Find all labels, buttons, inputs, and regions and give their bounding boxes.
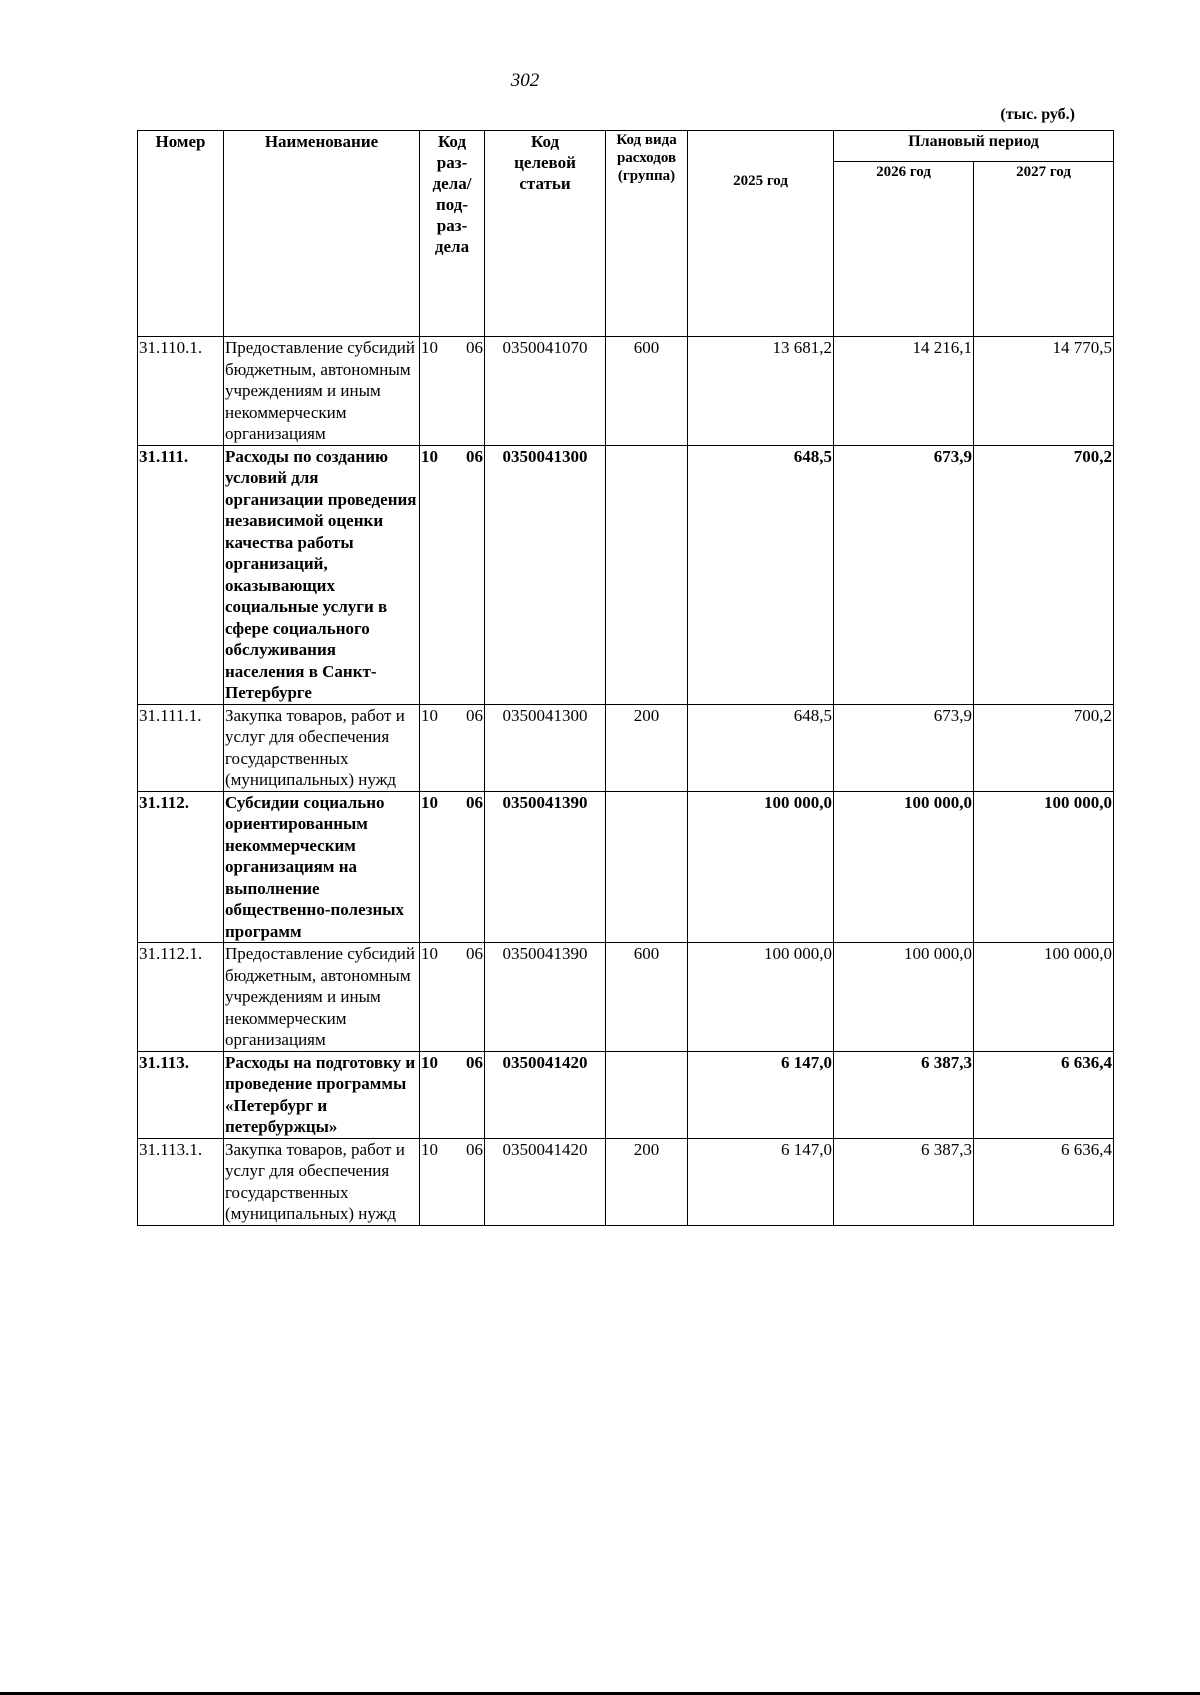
units-label: (тыс. руб.) [1000,106,1075,123]
row-subsection: 06 [453,1051,485,1138]
row-2025: 648,5 [688,445,834,704]
row-2026: 673,9 [834,704,974,791]
row-2026: 100 000,0 [834,791,974,943]
row-target: 0350041300 [485,704,606,791]
header-name: Наименование [224,131,420,337]
row-number: 31.112. [138,791,224,943]
row-name: Закупка товаров, работ и услуг для обеспечения государственных (муниципальных) нужд [224,704,420,791]
row-section: 10 [420,337,453,446]
row-name: Расходы на подготовку и проведение программы «Петербург и петербуржцы» [224,1051,420,1138]
row-target: 0350041390 [485,791,606,943]
row-group [606,791,688,943]
row-2027: 700,2 [974,704,1114,791]
row-name: Субсидии социально ориентированным некоммерческим организациям на выполнение общественно-полезных программ [224,791,420,943]
row-target: 0350041300 [485,445,606,704]
row-section: 10 [420,943,453,1052]
row-target: 0350041420 [485,1051,606,1138]
header-2027: 2027 год [974,162,1114,337]
header-2026: 2026 год [834,162,974,337]
row-group [606,445,688,704]
row-2025: 100 000,0 [688,943,834,1052]
row-number: 31.113.1. [138,1138,224,1225]
row-name: Расходы по созданию условий для организации проведения независимой оценки качества работы организаций, оказывающих социальные услуги в сфере социального обслуживания населения в Санкт-Петербурге [224,445,420,704]
row-target: 0350041390 [485,943,606,1052]
row-2025: 13 681,2 [688,337,834,446]
row-2026: 14 216,1 [834,337,974,446]
header-number: Номер [138,131,224,337]
row-group: 600 [606,337,688,446]
row-2027: 6 636,4 [974,1138,1114,1225]
row-subsection: 06 [453,704,485,791]
row-number: 31.111. [138,445,224,704]
header-target: Код целевой статьи [485,131,606,337]
row-2027: 14 770,5 [974,337,1114,446]
row-2027: 700,2 [974,445,1114,704]
row-2025: 6 147,0 [688,1138,834,1225]
row-section: 10 [420,445,453,704]
row-2026: 100 000,0 [834,943,974,1052]
row-subsection: 06 [453,791,485,943]
page-number: 302 [510,70,540,91]
row-2025: 100 000,0 [688,791,834,943]
row-number: 31.111.1. [138,704,224,791]
row-target: 0350041070 [485,337,606,446]
row-2027: 100 000,0 [974,791,1114,943]
row-target: 0350041420 [485,1138,606,1225]
budget-table [137,130,1114,1226]
table-row [138,943,1114,1052]
row-2025: 648,5 [688,704,834,791]
row-number: 31.113. [138,1051,224,1138]
row-subsection: 06 [453,1138,485,1225]
table-row [138,791,1114,943]
header-group: Код вида расходов (группа) [606,131,688,337]
row-name: Предоставление субсидий бюджетным, автономным учреждениям и иным некоммерческим организациям [224,337,420,446]
row-number: 31.112.1. [138,943,224,1052]
header-plan-period: Плановый период [834,131,1114,162]
row-2026: 673,9 [834,445,974,704]
row-2026: 6 387,3 [834,1138,974,1225]
row-subsection: 06 [453,943,485,1052]
row-2025: 6 147,0 [688,1051,834,1138]
row-section: 10 [420,1138,453,1225]
row-group: 600 [606,943,688,1052]
row-name: Закупка товаров, работ и услуг для обеспечения государственных (муниципальных) нужд [224,1138,420,1225]
row-2027: 100 000,0 [974,943,1114,1052]
row-section: 10 [420,791,453,943]
table-row [138,1051,1114,1138]
row-group: 200 [606,704,688,791]
row-2026: 6 387,3 [834,1051,974,1138]
table-row [138,337,1114,446]
row-number: 31.110.1. [138,337,224,446]
row-group: 200 [606,1138,688,1225]
row-group [606,1051,688,1138]
row-section: 10 [420,1051,453,1138]
table-row [138,1138,1114,1225]
table-row [138,445,1114,704]
row-2027: 6 636,4 [974,1051,1114,1138]
header-2025: 2025 год [688,131,834,337]
table-row [138,704,1114,791]
header-section: Код раз-дела/ под-раз-дела [420,131,485,337]
row-name: Предоставление субсидий бюджетным, автономным учреждениям и иным некоммерческим организациям [224,943,420,1052]
row-subsection: 06 [453,445,485,704]
row-section: 10 [420,704,453,791]
row-subsection: 06 [453,337,485,446]
